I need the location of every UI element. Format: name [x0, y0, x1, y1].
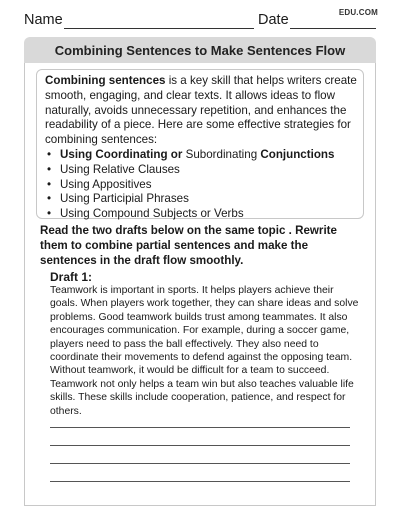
strategy-item: • Using Compound Subjects or Verbs: [60, 207, 357, 222]
strategy-item: • Using Appositives: [60, 178, 357, 193]
date-write-line[interactable]: [290, 28, 376, 29]
intro-bold-term: Combining sentences: [45, 74, 166, 87]
answer-line[interactable]: [50, 427, 350, 428]
strategy-item: • Using Coordinating or Subordinating Conjunctions: [60, 148, 357, 163]
edu-logo: EDU.COM: [338, 8, 378, 17]
instructions: Read the two drafts below on the same topic . Rewrite them to combine partial sentences and make the sentences in the draft flow smoothly.: [40, 224, 337, 267]
strategy-item: • Using Participial Phrases: [60, 192, 357, 207]
strategies-intro: [45, 74, 357, 148]
name-write-line[interactable]: [64, 28, 254, 29]
date-label: Date: [258, 12, 289, 28]
answer-line[interactable]: [50, 445, 350, 446]
worksheet-title: Combining Sentences to Make Sentences Flow: [24, 37, 376, 63]
intro-text: is a key skill that helps writers create smooth, engaging, and clear texts. It allows ideas to flow naturally, avoids unnecessary repetition, and enhances the readability of a piece. Here are some effective strategies for combining sentences:: [45, 74, 357, 147]
answer-line[interactable]: [50, 481, 350, 482]
answer-line[interactable]: [50, 463, 350, 464]
strategies-list: [45, 148, 357, 222]
draft-text: Teamwork is important in sports. It helps players achieve their goals. When players work together, they can share ideas and solve problems. Good teamwork builds trust among teammates. It also encourages communication. For example, during a soccer game, players need to pass the ball effectively. They also need to coordinate their movements to defend against the opposing team. Without teamwork, it would be difficult for a team to succeed. Teamwork not only helps a team win but also teaches valuable life skills. These skills include cooperation, patience, and respect for others.: [50, 285, 359, 417]
strategy-item: • Using Relative Clauses: [60, 163, 357, 178]
draft-title: Draft 1:: [50, 270, 93, 284]
strategies-box: [36, 69, 364, 219]
name-label: Name: [24, 12, 63, 28]
